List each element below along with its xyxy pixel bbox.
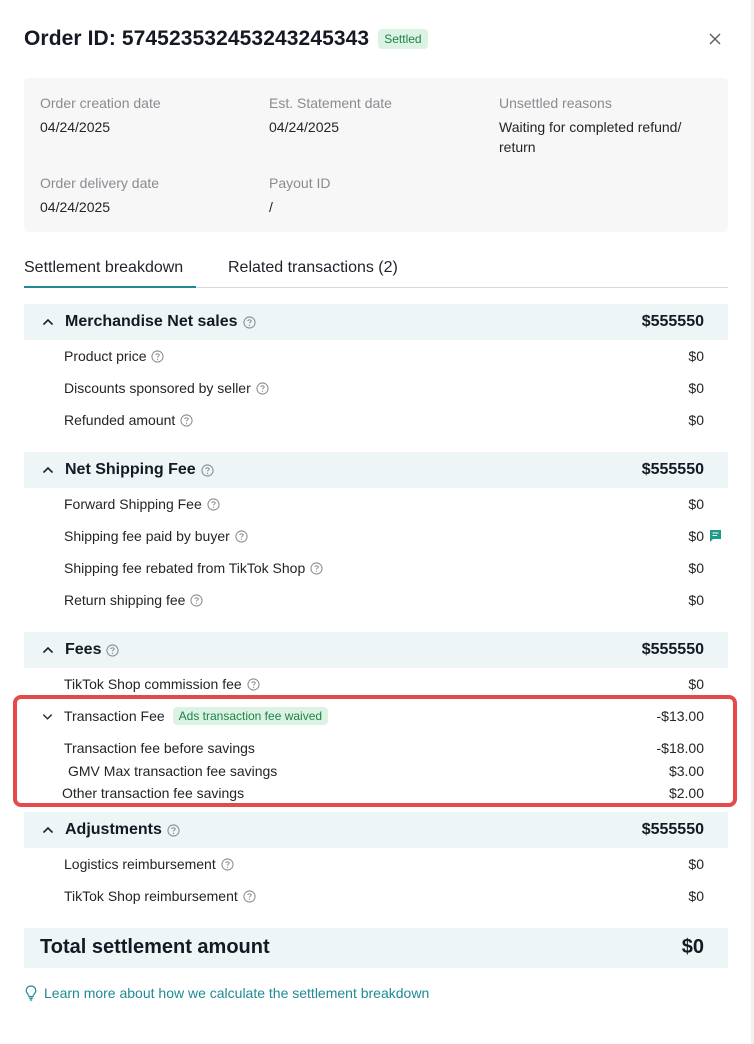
other-savings-label: Other transaction fee savings [62, 785, 245, 801]
close-button[interactable] [704, 28, 726, 50]
row-label [64, 888, 256, 904]
tiktok-reimbursement-label: TikTok Shop reimbursement [64, 888, 238, 904]
row-label [64, 676, 260, 692]
row-label [64, 856, 234, 872]
order-creation-value: 04/24/2025 [40, 119, 111, 135]
row-label [68, 763, 277, 779]
order-creation-label: Order creation date [40, 95, 161, 111]
adjustments-amount: $555550 [641, 821, 704, 838]
row-shipping-paid-by-buyer [24, 524, 728, 548]
chevron-up-icon[interactable] [41, 823, 55, 837]
total-amount: $0 [681, 936, 704, 958]
row-label [62, 785, 244, 801]
product-price-amount: $0 [688, 348, 704, 364]
help-icon[interactable] [167, 824, 180, 837]
row-return-shipping [24, 588, 728, 612]
section-adjustments[interactable] [24, 812, 728, 848]
note-icon[interactable] [709, 529, 722, 543]
help-icon[interactable] [207, 498, 220, 511]
order-id-title: Order ID: 574523532453243245343 [24, 27, 370, 50]
help-icon[interactable] [310, 562, 323, 575]
chevron-up-icon[interactable] [41, 315, 55, 329]
return-shipping-label: Return shipping fee [64, 592, 186, 608]
shipping-title: Net Shipping Fee [65, 461, 196, 478]
merchandise-title: Merchandise Net sales [65, 313, 238, 330]
statement-date [269, 94, 392, 137]
refunded-amount-value: $0 [688, 412, 704, 428]
tiktok-reimbursement-amount: $0 [688, 888, 704, 904]
active-tab-indicator [24, 286, 196, 288]
lightbulb-icon [25, 985, 37, 1001]
help-icon[interactable] [221, 858, 234, 871]
row-forward-shipping [24, 492, 728, 516]
payout-id-value: / [269, 199, 273, 215]
statement-date-label: Est. Statement date [269, 95, 392, 111]
logistics-reimbursement-amount: $0 [688, 856, 704, 872]
row-fee-before-savings [24, 736, 728, 760]
detail-tabs [24, 256, 728, 288]
chevron-down-icon[interactable] [41, 710, 54, 723]
shipping-rebated-label: Shipping fee rebated from TikTok Shop [64, 560, 306, 576]
transaction-fee-label: Transaction Fee [64, 708, 165, 724]
payout-id [269, 174, 330, 217]
adjustments-title: Adjustments [65, 821, 162, 838]
help-icon[interactable] [243, 890, 256, 903]
forward-shipping-amount: $0 [688, 496, 704, 512]
other-savings-amount: $2.00 [668, 785, 704, 801]
transaction-fee-amount: -$13.00 [656, 708, 704, 724]
help-icon[interactable] [247, 678, 260, 691]
row-label [64, 528, 248, 544]
row-product-price [24, 344, 728, 368]
tab-related-transactions[interactable]: Related transactions (2) [228, 259, 398, 276]
statement-date-value: 04/24/2025 [269, 119, 340, 135]
help-icon[interactable] [201, 464, 214, 477]
shipping-amount: $555550 [641, 461, 704, 478]
row-shipping-rebated [24, 556, 728, 580]
order-info-card [24, 78, 728, 232]
row-tiktok-reimbursement [24, 884, 728, 908]
discounts-seller-label: Discounts sponsored by seller [64, 380, 251, 396]
refunded-amount-label: Refunded amount [64, 412, 176, 428]
shipping-paid-label: Shipping fee paid by buyer [64, 528, 230, 544]
total-label: Total settlement amount [40, 936, 270, 958]
help-icon[interactable] [190, 594, 203, 607]
section-title [65, 641, 119, 659]
drawer-header [24, 24, 730, 54]
learn-more-text: Learn more about how we calculate the settlement breakdown [44, 985, 430, 1001]
row-label [64, 560, 323, 576]
order-delivery-value: 04/24/2025 [40, 199, 111, 215]
return-shipping-amount: $0 [688, 592, 704, 608]
unsettled-reasons [499, 94, 709, 157]
row-label [64, 348, 164, 364]
row-label [64, 592, 203, 608]
row-discounts-seller [24, 376, 728, 400]
row-label [64, 412, 193, 428]
merchandise-amount: $555550 [641, 313, 704, 330]
tab-settlement-breakdown[interactable]: Settlement breakdown [24, 259, 184, 276]
help-icon[interactable] [256, 382, 269, 395]
close-icon [709, 33, 721, 45]
order-delivery-date [40, 174, 159, 217]
commission-fee-label: TikTok Shop commission fee [64, 676, 242, 692]
forward-shipping-label: Forward Shipping Fee [64, 496, 202, 512]
row-label [64, 496, 220, 512]
help-icon[interactable] [180, 414, 193, 427]
chevron-up-icon[interactable] [41, 643, 55, 657]
section-title [65, 821, 180, 839]
fee-before-savings-label: Transaction fee before savings [64, 740, 255, 756]
row-logistics-reimbursement [24, 852, 728, 876]
row-label [64, 380, 269, 396]
discounts-seller-amount: $0 [688, 380, 704, 396]
status-badge: Settled [378, 29, 427, 49]
ads-fee-waived-badge: Ads transaction fee waived [173, 707, 328, 725]
help-icon[interactable] [151, 350, 164, 363]
unsettled-reasons-label: Unsettled reasons [499, 95, 612, 111]
row-gmv-max-savings [24, 759, 728, 783]
section-title [65, 461, 214, 479]
total-settlement-bar [24, 928, 728, 968]
help-icon[interactable] [235, 530, 248, 543]
fee-before-savings-amount: -$18.00 [656, 740, 704, 756]
help-icon[interactable] [243, 316, 256, 329]
order-creation-date [40, 94, 161, 137]
help-icon[interactable] [106, 644, 119, 657]
fees-amount: $555550 [641, 641, 704, 658]
row-refunded-amount [24, 408, 728, 432]
order-delivery-label: Order delivery date [40, 175, 160, 191]
shipping-rebated-amount: $0 [688, 560, 704, 576]
row-commission-fee [24, 672, 728, 696]
section-fees[interactable] [24, 632, 728, 668]
row-transaction-fee[interactable] [24, 704, 728, 728]
product-price-label: Product price [64, 348, 147, 364]
gmv-max-savings-amount: $3.00 [668, 763, 704, 779]
shipping-paid-amount: $0 [688, 528, 704, 544]
unsettled-reasons-value: Waiting for completed refund/ return [499, 119, 682, 155]
learn-more-link[interactable] [25, 985, 429, 1001]
chevron-up-icon[interactable] [41, 463, 55, 477]
row-label [64, 707, 328, 725]
gmv-max-savings-label: GMV Max transaction fee savings [68, 763, 278, 779]
commission-fee-amount: $0 [688, 676, 704, 692]
section-title [65, 313, 256, 331]
row-label [64, 740, 255, 756]
fees-title: Fees [65, 641, 102, 658]
row-other-savings [24, 781, 728, 805]
section-net-shipping-fee[interactable] [24, 452, 728, 488]
logistics-reimbursement-label: Logistics reimbursement [64, 856, 216, 872]
payout-id-label: Payout ID [269, 175, 331, 191]
section-merchandise-net-sales[interactable] [24, 304, 728, 340]
